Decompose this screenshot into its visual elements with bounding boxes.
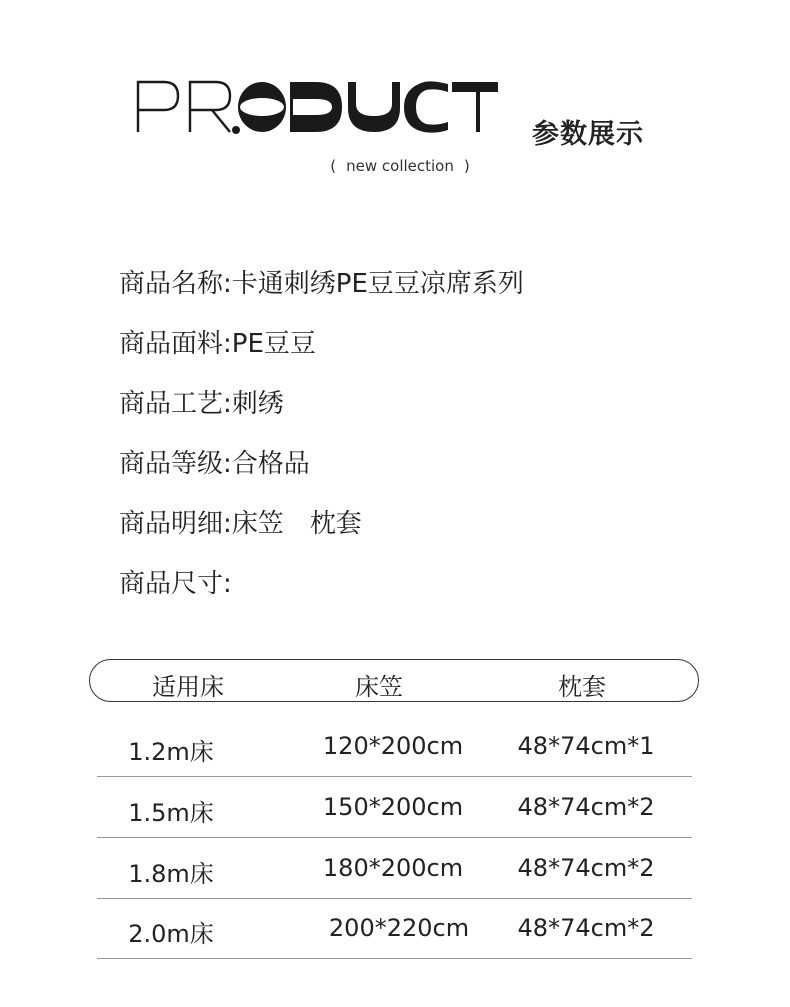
row-divider	[97, 958, 692, 959]
spec-row-fabric	[119, 326, 524, 386]
spec-label: 商品尺寸:	[119, 569, 232, 599]
header-pillowcase: 枕套	[558, 673, 606, 701]
spec-row-craft	[119, 386, 524, 446]
table-row	[97, 716, 692, 777]
subtitle	[260, 157, 540, 175]
cell-fitted-sheet: 180*200cm	[322, 854, 464, 882]
spec-value: 床笠 枕套	[231, 509, 362, 539]
section-heading: 参数展示	[532, 119, 644, 150]
spec-label: 商品工艺:	[119, 389, 232, 419]
table-row	[97, 898, 692, 959]
table-row	[97, 838, 692, 899]
spec-label: 商品明细:	[119, 509, 232, 539]
product-logo	[136, 72, 500, 142]
cell-pillowcase: 48*74cm*2	[517, 854, 655, 882]
cell-bed-size: 1.8m床	[128, 860, 214, 888]
cell-pillowcase: 48*74cm*2	[517, 914, 655, 942]
table-row	[97, 777, 692, 838]
subtitle-close-paren: )	[463, 157, 470, 175]
spec-label: 商品名称:	[119, 269, 232, 299]
subtitle-open-paren: (	[330, 157, 337, 175]
spec-row-size	[119, 566, 524, 626]
cell-fitted-sheet: 120*200cm	[322, 732, 464, 760]
spec-value: 合格品	[231, 449, 310, 479]
spec-row-details	[119, 506, 524, 566]
cell-fitted-sheet: 200*220cm	[328, 914, 470, 942]
spec-value: PE豆豆	[231, 329, 316, 359]
cell-fitted-sheet: 150*200cm	[322, 793, 464, 821]
spec-value: 卡通刺绣PE豆豆凉席系列	[231, 269, 524, 299]
spec-row-grade	[119, 446, 524, 506]
spec-label: 商品面料:	[119, 329, 232, 359]
header-bed-size: 适用床	[152, 673, 224, 701]
cell-bed-size: 1.5m床	[128, 799, 214, 827]
cell-bed-size: 1.2m床	[128, 738, 214, 766]
spec-label: 商品等级:	[119, 449, 232, 479]
cell-pillowcase: 48*74cm*1	[517, 732, 655, 760]
spec-row-name	[119, 266, 524, 326]
header-fitted-sheet: 床笠	[355, 673, 403, 701]
size-table-header	[89, 659, 699, 702]
subtitle-text: new collection	[346, 157, 454, 175]
spec-list	[119, 266, 524, 626]
cell-bed-size: 2.0m床	[128, 920, 214, 948]
cell-pillowcase: 48*74cm*2	[517, 793, 655, 821]
spec-value: 刺绣	[231, 389, 284, 419]
